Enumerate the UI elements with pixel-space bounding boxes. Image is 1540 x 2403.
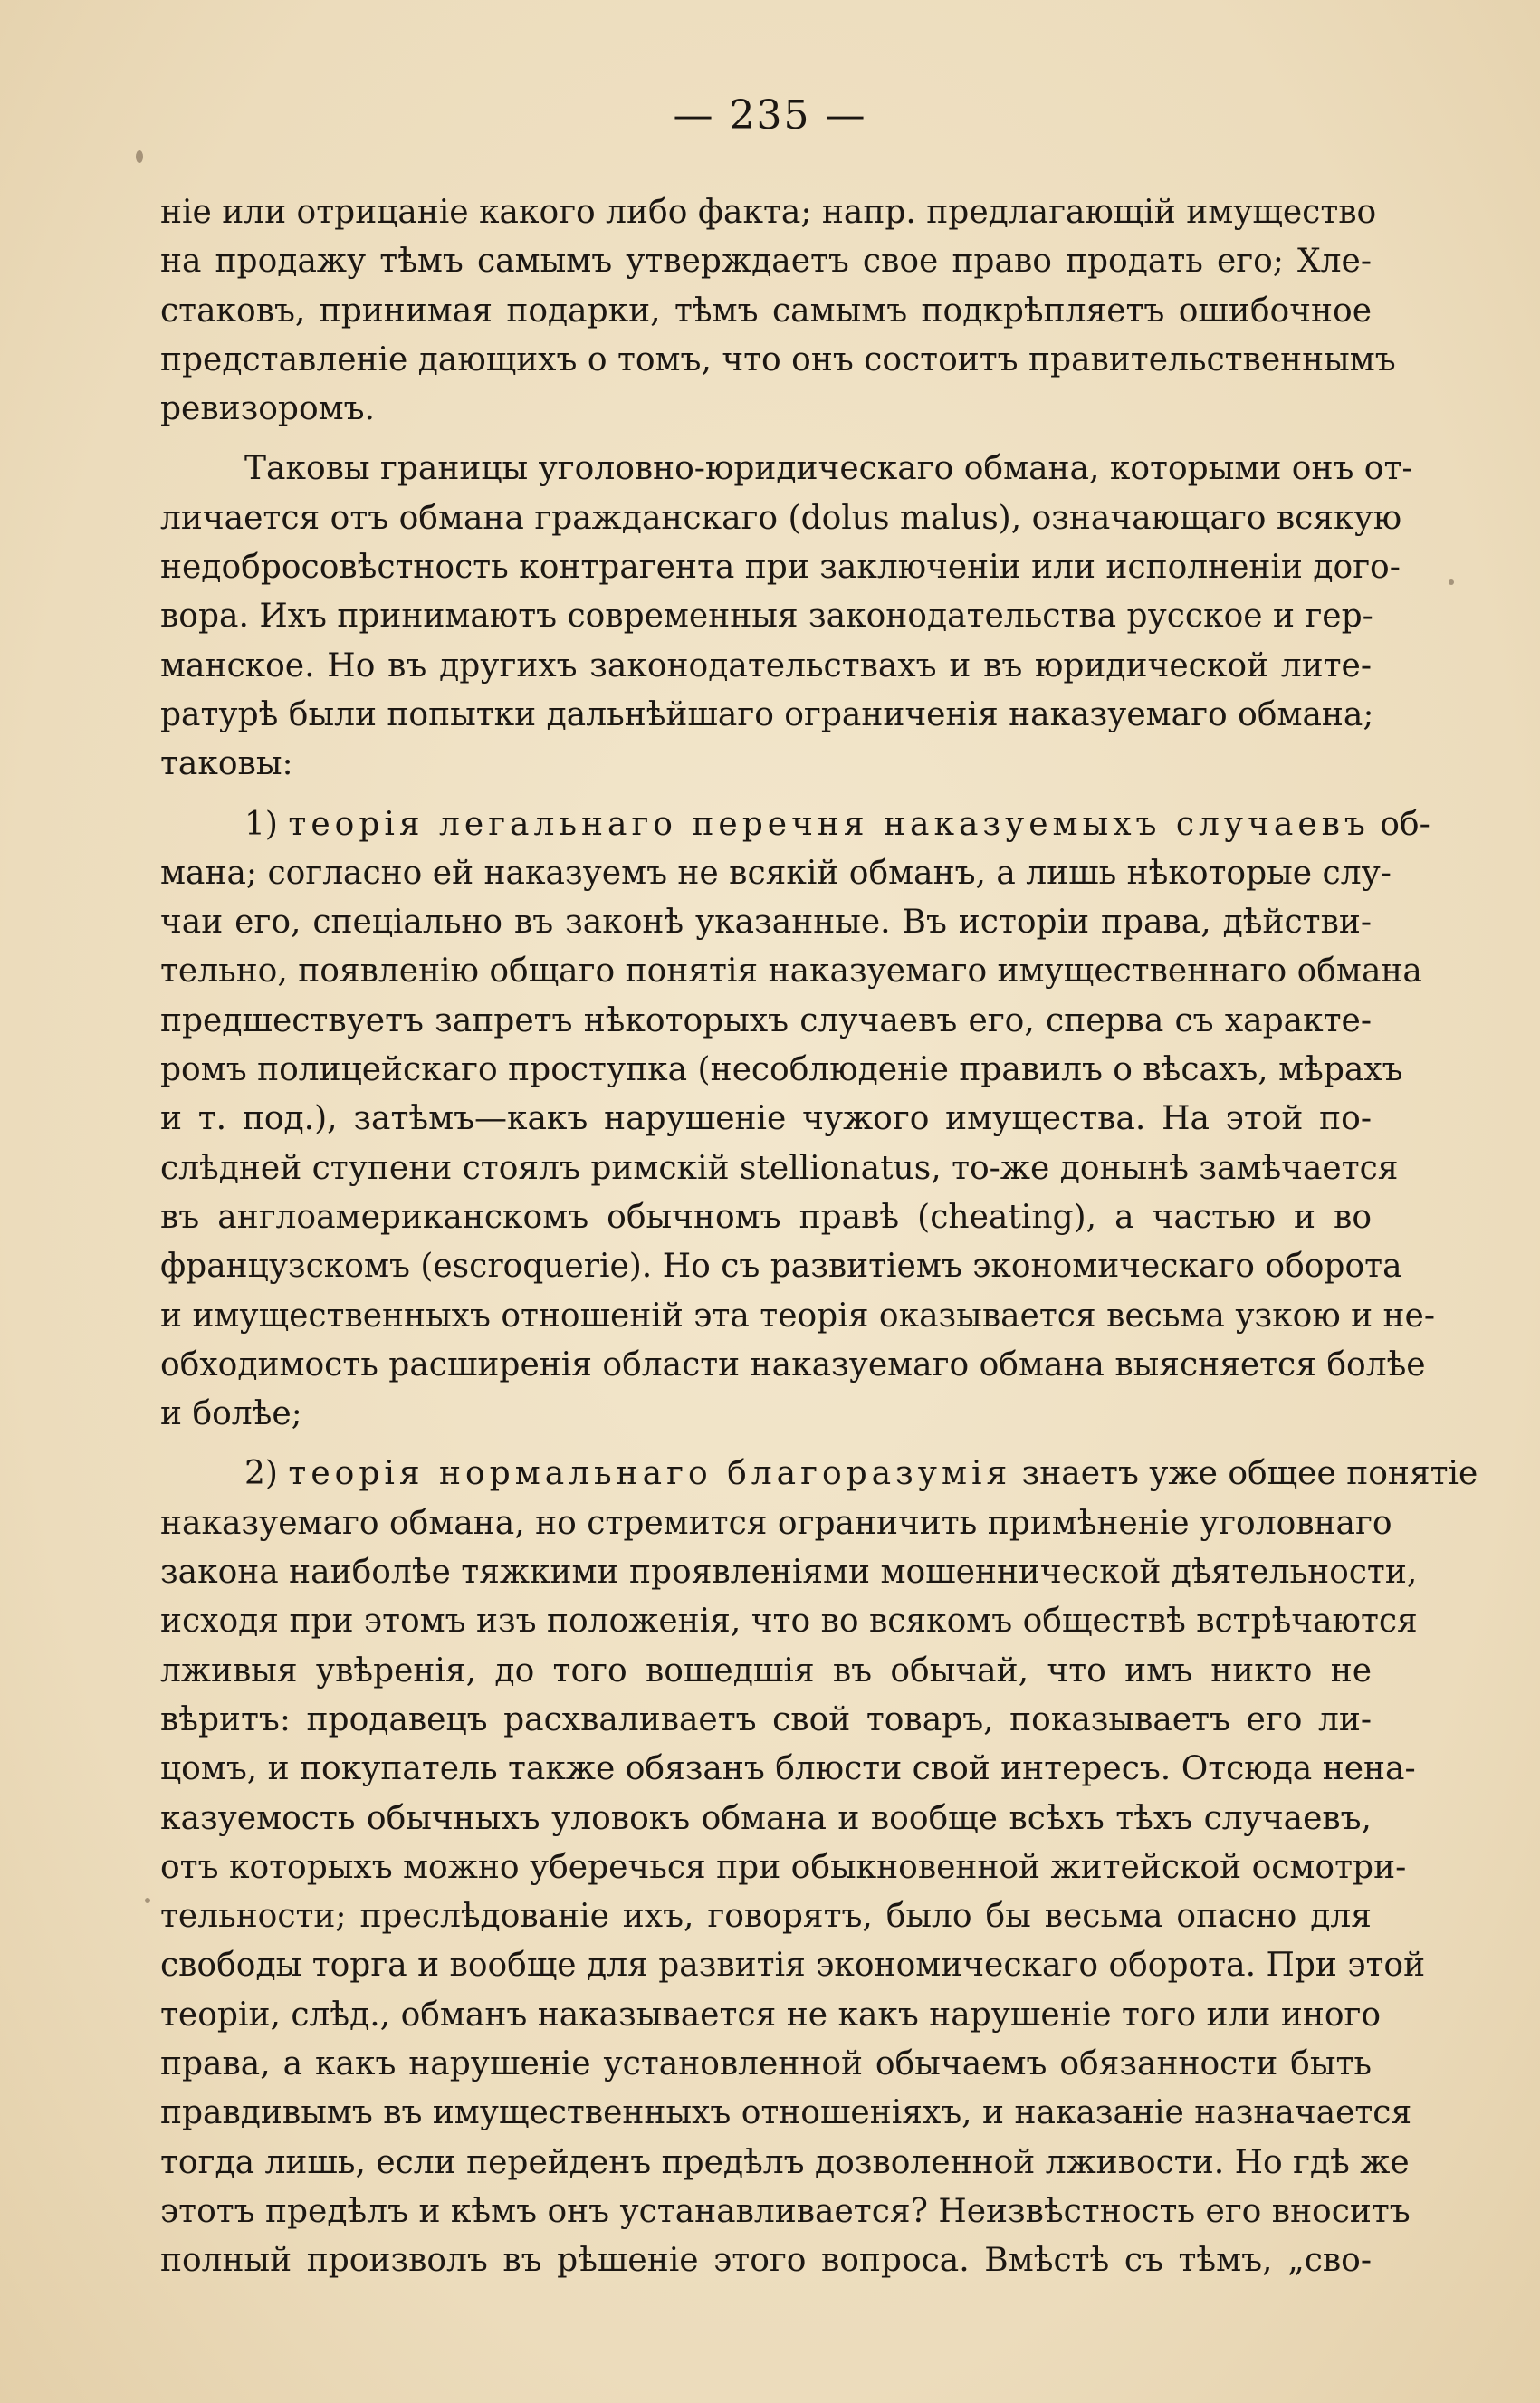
text-line: тогда лишь, если перейденъ предѣлъ дозволенной лживости. Но гдѣ же [160,2143,1410,2181]
text-line: полный произволъ въ рѣшеніе этого вопроса. Вмѣстѣ съ тѣмъ, „сво- [160,2242,1372,2280]
text-line: тельности; преслѣдованіе ихъ, говорятъ, было бы весьма опасно для [160,1898,1372,1936]
paragraph-gap [160,434,1372,445]
text-line: отъ которыхъ можно уберечься при обыкновенной житейской осмотри- [160,1848,1407,1886]
text-line: казуемость обычныхъ уловокъ обмана и вообще всѣхъ тѣхъ случаевъ, [160,1799,1372,1837]
text-line: наказуемаго обмана, но стремится ограничить примѣненіе уголовнаго [160,1504,1392,1542]
paragraph-gap [160,1439,1372,1450]
list-marker: 2) [244,1455,289,1493]
text-line: ніе или отрицаніе какого либо факта; напр. предлагающій имущество [160,194,1377,231]
text-line: на продажу тѣмъ самымъ утверждаетъ свое право продать его; Хле- [160,243,1372,281]
text-line: слѣдней ступени стоялъ римскій stellionatus, то-же донынѣ замѣчается [160,1149,1399,1187]
paper-speck [1449,579,1454,585]
text-line: и имущественныхъ отношеній эта теорія оказывается весьма узкою и не- [160,1297,1436,1335]
text-line: чаи его, спеціально въ законѣ указанные. Въ исторіи права, дѣйстви- [160,904,1372,942]
text-line: теоріи, слѣд., обманъ наказывается не какъ нарушеніе того или иного [160,1996,1382,2034]
body-text [160,188,1478,2285]
text-line: свободы торга и вообще для развитія экономическаго оборота. При этой [160,1947,1426,1985]
text-line [160,1450,1478,1498]
page-number: — 235 — [673,92,867,139]
text-line: этотъ предѣлъ и кѣмъ онъ устанавливается? Неизвѣстность его вноситъ [160,2192,1411,2230]
text-line: обходимость расширенія области наказуемаго обмана выясняется болѣе [160,1345,1426,1383]
text-line: и болѣе; [160,1395,302,1433]
text-line: личается отъ обмана гражданскаго (dolus malus), означающаго всякую [160,499,1402,537]
text-line: ромъ полицейскаго проступка (несоблюденіе правилъ о вѣсахъ, мѣрахъ [160,1051,1403,1089]
text-line: таковы: [160,745,293,783]
text-line: предшествуетъ запретъ нѣкоторыхъ случаевъ его, сперва съ характе- [160,1001,1372,1039]
line-continuation: об- [1369,805,1430,843]
text-line: цомъ, и покупатель также обязанъ блюсти свой интересъ. Отсюда нена- [160,1750,1416,1788]
text-line: представленіе дающихъ о томъ, что онъ состоитъ правительственнымъ [160,340,1396,378]
text-line: манское. Но въ другихъ законодательствахъ и въ юридической лите- [160,646,1372,685]
text-line: недобросовѣстность контрагента при заключеніи или исполненіи дого- [160,549,1401,587]
text-line: закона наиболѣе тяжкими проявленіями мошеннической дѣятельности, [160,1554,1418,1592]
text-line: ревизоромъ. [160,390,375,428]
text-line: стаковъ, принимая подарки, тѣмъ самымъ подкрѣпляетъ ошибочное [160,292,1372,330]
text-line: Таковы границы уголовно-юридическаго обмана, которыми онъ от- [244,450,1413,488]
paper-speck [136,150,143,163]
text-line: исходя при этомъ изъ положенія, что во всякомъ обществѣ встрѣчаются [160,1603,1418,1641]
text-line: лживыя увѣренія, до того вошедшія въ обычай, что имъ никто не [160,1651,1372,1690]
emphasized-term: теорія нормальнаго благоразумія [288,1455,1012,1493]
text-line: и т. под.), затѣмъ—какъ нарушеніе чужого имущества. На этой по- [160,1100,1372,1138]
text-line: французскомъ (escroquerie). Но съ развитіемъ экономическаго оборота [160,1248,1402,1286]
paper-speck [145,1898,150,1903]
text-line: тельно, появленію общаго понятія наказуемаго имущественнаго обмана [160,953,1422,991]
list-marker: 1) [244,805,289,843]
text-line: вѣритъ: продавецъ расхваливаетъ свой товаръ, показываетъ его ли- [160,1700,1372,1738]
text-line: права, а какъ нарушеніе установленной обычаемъ обязанности быть [160,2044,1372,2082]
text-line: ратурѣ были попытки дальнѣйшаго ограниченія наказуемаго обмана; [160,695,1374,733]
text-line: правдивымъ въ имущественныхъ отношеніяхъ, и наказаніе назначается [160,2094,1412,2132]
line-continuation: знаетъ уже общее понятіе [1011,1455,1478,1493]
paragraph-gap [160,790,1372,800]
text-line [160,800,1430,849]
text-line: мана; согласно ей наказуемъ не всякій обманъ, а лишь нѣкоторые слу- [160,854,1392,892]
text-line: въ англоамериканскомъ обычномъ правѣ (cheating), а частью и во [160,1198,1372,1236]
emphasized-term: теорія легальнаго перечня наказуемыхъ случаевъ [288,805,1370,843]
text-line: вора. Ихъ принимаютъ современныя законодательства русское и гер- [160,598,1373,636]
